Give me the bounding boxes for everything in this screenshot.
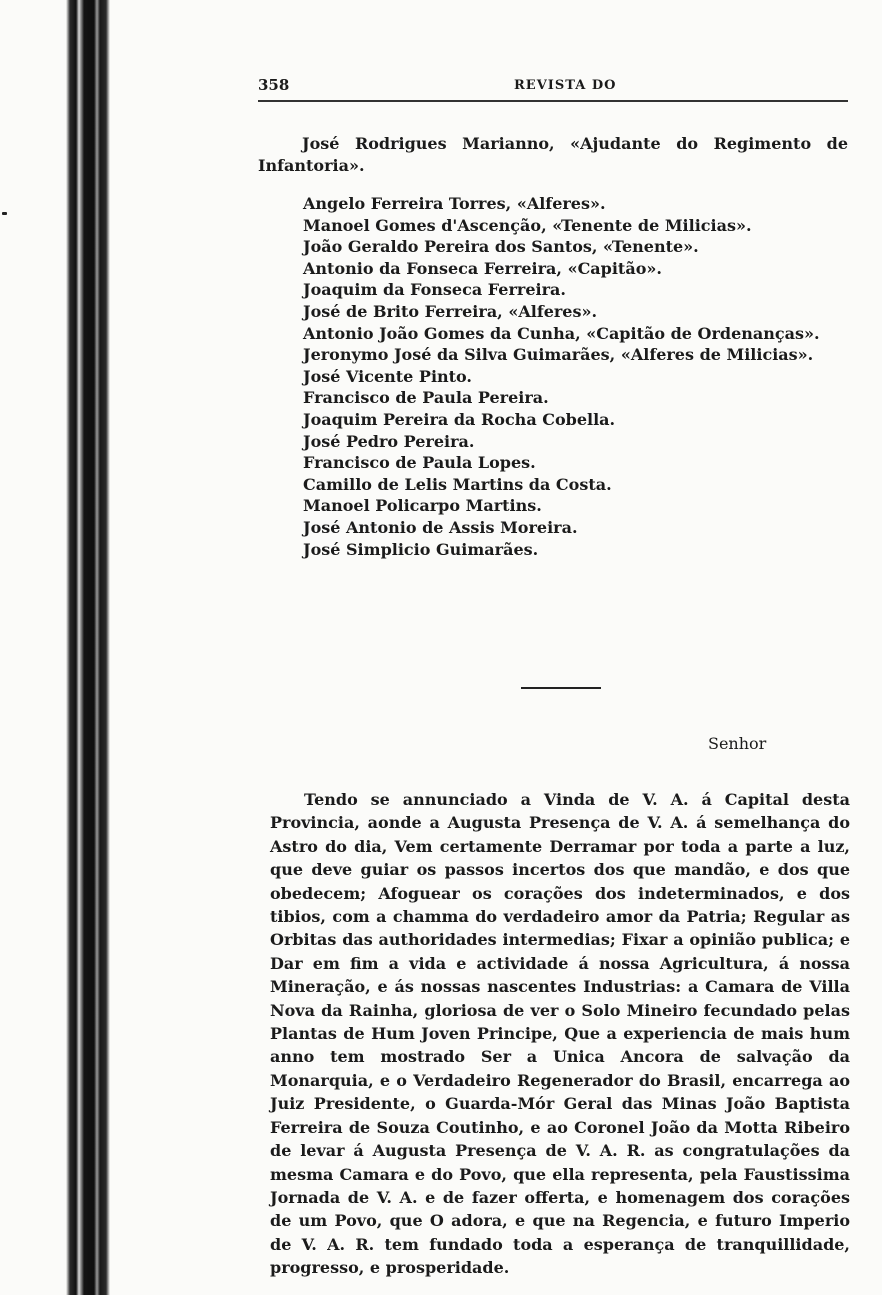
- list-item: Joaquim Pereira da Rocha Cobella.: [303, 409, 616, 429]
- first-entry: José Rodrigues Marianno, «Ajudante do Regimento de Infantoria».: [258, 134, 848, 175]
- running-title: REVISTA DO: [514, 78, 617, 93]
- salutation: Senhor: [708, 734, 767, 753]
- list-item: José Simplicio Guimarães.: [303, 539, 539, 559]
- header-rule: [258, 100, 848, 102]
- list-item: José de Brito Ferreira, «Alferes».: [303, 301, 598, 321]
- list-item: Angelo Ferreira Torres, «Alferes».: [303, 194, 606, 213]
- list-item: João Geraldo Pereira dos Santos, «Tenente».: [303, 237, 699, 257]
- list-item: José Pedro Pereira.: [303, 431, 475, 451]
- list-item: Camillo de Lelis Martins da Costa.: [303, 474, 612, 494]
- list-item: Jeronymo José da Silva Guimarães, «Alferes de Milicias».: [303, 345, 814, 365]
- page-number: 358: [258, 76, 290, 94]
- scan-speck: [2, 212, 7, 215]
- list-item: Francisco de Paula Lopes.: [303, 453, 536, 473]
- names-list: [303, 193, 848, 560]
- list-item: Francisco de Paula Pereira.: [303, 388, 549, 408]
- book-binding-edge: [66, 0, 110, 1295]
- page-header: [258, 76, 848, 100]
- list-item: Joaquim da Fonseca Ferreira.: [303, 280, 566, 300]
- address-body: [270, 788, 850, 1280]
- section-divider: [521, 687, 601, 689]
- list-item: José Antonio de Assis Moreira.: [303, 517, 578, 537]
- body-paragraph: Tendo se annunciado a Vinda de V. A. á Capital desta Provincia, aonde a Augusta Presença de V. A. á semelhança do Astro do dia, Vem certamente Derramar por toda a parte a luz, que deve guiar os passos incertos dos que mandão, e dos que obedecem; Afoguear os corações dos indeterminados, e dos tibios, com a chamma do verdadeiro amor da Patria; Regular as Orbitas das authoridades intermedias; Fixar a opinião publica; e Dar em fim a vida e actividade á nossa Agricultura, á nossa Mineração, e ás nossas nascentes Industrias: a Camara de Villa Nova da Rainha, gloriosa de ver o Solo Mineiro fecundado pelas Plantas de Hum Joven Principe, Que a experiencia de mais hum anno tem mostrado Ser a Unica Ancora de salvação da Monarquia, e o Verdadeiro Regenerador do Brasil, encarrega ao Juiz Presidente, o Guarda-Mór Geral das Minas João Baptista Ferreira de Souza Coutinho, e ao Coronel João da Motta Ribeiro de levar á Augusta Presença de V. A. R. as congratulações da mesma Camara e do Povo, que ella representa, pela Faustissima Jornada de V. A. e de fazer offerta, e homenagem dos corações de um Povo, que O adora, e que na Regencia, e futuro Imperio de V. A. R. tem fundado toda a esperança de tranquillidade, progresso, e prosperidade.: [270, 790, 850, 1278]
- list-item: Manoel Policarpo Martins.: [303, 496, 542, 516]
- list-item: Antonio da Fonseca Ferreira, «Capitão».: [303, 258, 662, 278]
- list-item: Manoel Gomes d'Ascenção, «Tenente de Milicias».: [303, 215, 752, 235]
- list-item: José Vicente Pinto.: [303, 366, 472, 386]
- list-item: Antonio João Gomes da Cunha, «Capitão de Ordenanças».: [303, 323, 820, 343]
